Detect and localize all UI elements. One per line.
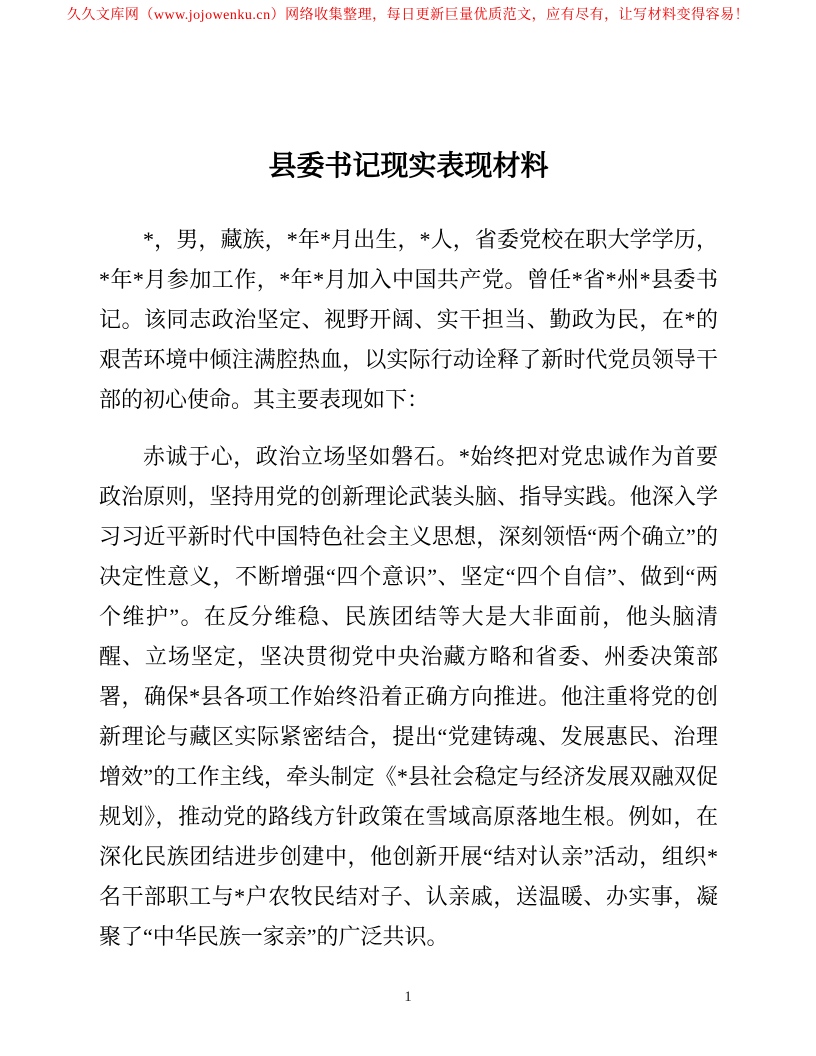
page-title: 县委书记现实表现材料 <box>268 151 549 182</box>
document-body <box>99 146 718 974</box>
paragraph-intro: *，男，藏族，*年*月出生，*人，省委党校在职大学学历，*年*月参加工作，*年*月加入中国共产党。曾任*省*州*县委书记。该同志政治坚定、视野开阔、实干担当、勤政为民，在*的艰苦环境中倾注满腔热血，以实际行动诠释了新时代党员领导干部的初心使命。其主要表现如下： <box>99 227 718 412</box>
site-watermark-header: 久久文库网（www.jojowenku.cn）网络收集整理，每日更新巨量优质范文，应有尽有，让写材料变得容易！ <box>66 8 750 23</box>
paragraph-political-stance: 赤诚于心，政治立场坚如磐石。*始终把对党忠诚作为首要政治原则，坚持用党的创新理论武装头脑、指导实践。他深入学习习近平新时代中国特色社会主义思想，深刻领悟“两个确立”的决定性意义，不断增强“四个意识”、坚定“四个自信”、做到“两个维护”。在反分维稳、民族团结等大是大非面前，他头脑清醒、立场坚定，坚决贯彻党中央治藏方略和省委、州委决策部署，确保*县各项工作始终沿着正确方向推进。他注重将党的创新理论与藏区实际紧密结合，提出“党建铸魂、发展惠民、治理增效”的工作主线，牵头制定《*县社会稳定与经济发展双融双促规划》，推动党的路线方针政策在雪域高原落地生根。例如，在深化民族团结进步创建中，他创新开展“结对认亲”活动，组织*名干部职工与*户农牧民结对子、认亲戚，送温暖、办实事，凝聚了“中华民族一家亲”的广泛共识。 <box>99 444 719 949</box>
page-number: 1 <box>404 989 412 1005</box>
